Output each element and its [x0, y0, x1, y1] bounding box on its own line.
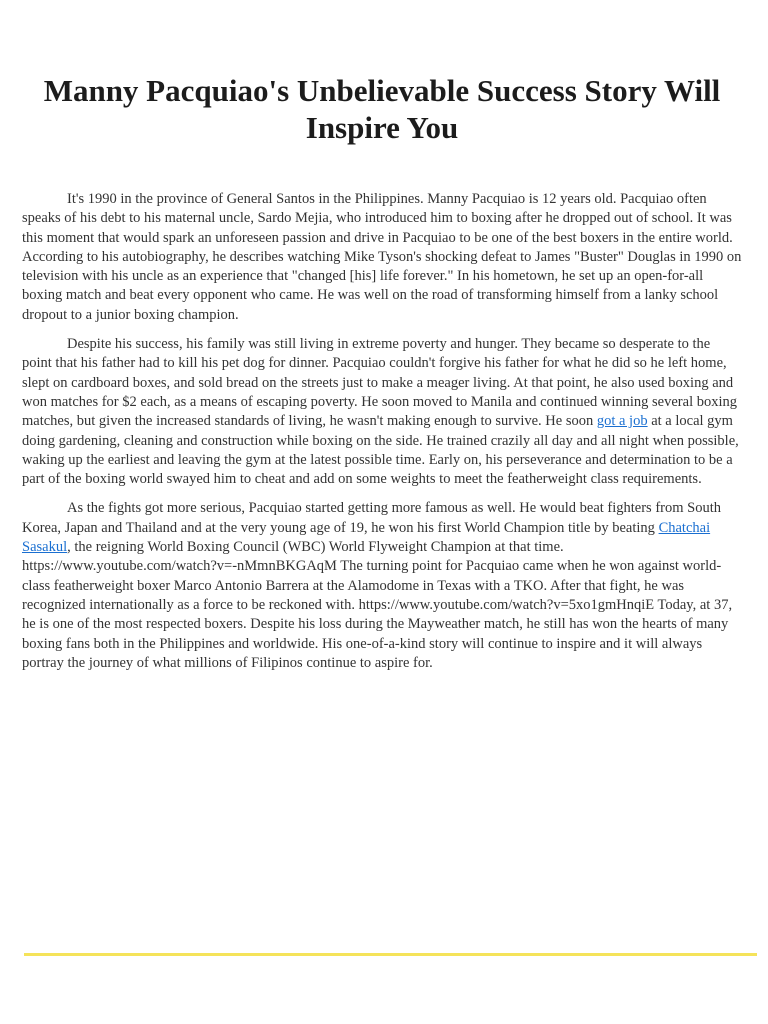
paragraph-2-text-after: at a local gym doing gardening, cleaning and construction while boxing on the side. He trained crazily all day and all night when possible, waking up the earliest and leaving the gym at the latest possible time. Early on, his perseverance and determination to be a part of the boxing world swayed him to cheat and add on some weights to meet the featherweight class requirements. — [22, 413, 739, 488]
paragraph-1-text: It's 1990 in the province of General Santos in the Philippines. Manny Pacquiao is 12 years old. Pacquiao often speaks of his debt to his maternal uncle, Sardo Mejia, who introduced him to boxing after he dropped out of school. It was this moment that would spark an unforeseen passion and drive in Pacquiao to be one of the best boxers in the entire world. According to his autobiography, he describes watching Mike Tyson's shocking defeat to James "Buster" Douglas in 1990 on television with his uncle as an experience that "changed [his] life forever." In his hometown, he set up an open-for-all boxing match and beat every opponent who came. He was well on the road of transforming himself from a lanky school dropout to a junior boxing champion. — [22, 191, 742, 323]
paragraph-2 — [22, 335, 742, 489]
chatchai-sasakul-link[interactable]: Chatchai Sasakul — [22, 519, 711, 556]
paragraph-3-text-after: , the reigning World Boxing Council (WBC) World Flyweight Champion at that time. https://www.youtube.com/watch?v=-nMmnBKGAqM The turning point for Pacquiao came when he won against world-class featherweight boxer Marco Antonio Barrera at the Alamodome in Texas with a TKO. After that fight, he was recognized internationally as a force to be reckoned with. https://www.youtube.com/watch?v=5xo1gmHnqiE Today, at 37, he is one of the most respected boxers. Despite his loss during the Mayweather match, he still has won the hearts of many boxing fans both in the Philippines and worldwide. His one-of-a-kind story will continue to inspire and it will always portray the journey of what millions of Filipinos continue to aspire for. — [22, 539, 733, 671]
paragraph-3 — [22, 499, 742, 673]
article-body — [22, 190, 742, 683]
article-title: Manny Pacquiao's Unbelievable Success Story Will Inspire You — [43, 73, 721, 145]
bottom-divider — [24, 953, 757, 956]
paragraph-3-text-before: As the fights got more serious, Pacquiao started getting more famous as well. He would beat fighters from South Korea, Japan and Thailand and at the very young age of 19, he won his first World Champion title by beating — [22, 500, 721, 536]
paragraph-1 — [22, 190, 742, 325]
got-a-job-link[interactable]: got a job — [596, 413, 648, 430]
paragraph-2-text-before: Despite his success, his family was still living in extreme poverty and hunger. They became so desperate to the point that his father had to kill his pet dog for dinner. Pacquiao couldn't forgive his father for what he did so he left home, slept on cardboard boxes, and sold bread on the streets just to make a meager living. At that point, he also used boxing and won matches for $2 each, as a means of escaping poverty. He soon moved to Manila and continued winning several boxing matches, but given the increased standards of living, he wasn't making enough to survive. He soon — [22, 336, 738, 430]
